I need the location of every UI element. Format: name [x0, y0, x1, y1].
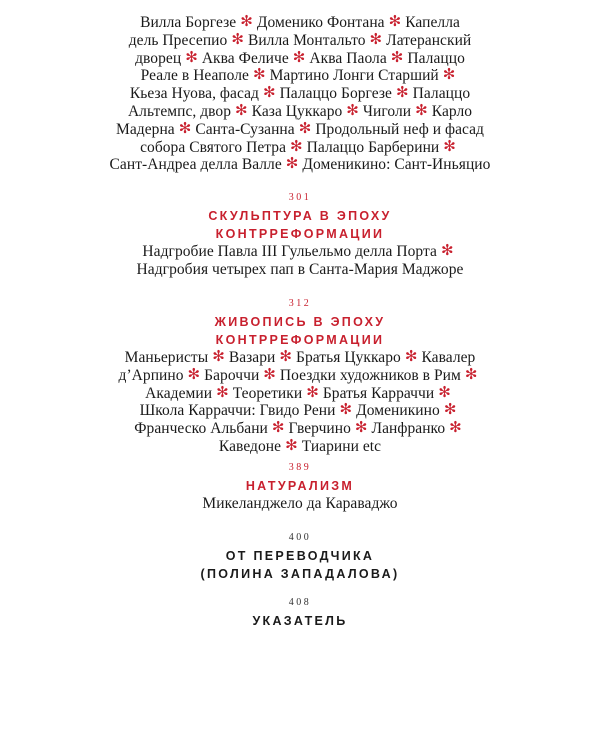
contents-entry: Бароччи	[204, 366, 260, 384]
asterisk-separator-icon: ✻	[187, 364, 201, 383]
contents-entry: Вилла Монтальто	[247, 31, 366, 49]
section-title: КОНТРРЕФОРМАЦИИ	[215, 227, 385, 241]
contents-line	[0, 156, 600, 174]
contents-entry: Чиголи	[362, 102, 412, 120]
asterisk-separator-icon: ✻	[415, 100, 428, 119]
contents-line	[0, 495, 600, 513]
asterisk-separator-icon: ✻	[290, 136, 303, 155]
asterisk-separator-icon: ✻	[395, 83, 409, 102]
contents-entry: Каведоне	[218, 437, 282, 455]
asterisk-separator-icon: ✻	[369, 29, 383, 48]
contents-entry: Палаццо	[407, 49, 465, 67]
contents-entry: Вилла Боргезе	[140, 14, 237, 31]
section-page-number: 301	[288, 192, 312, 203]
asterisk-separator-icon: ✻	[390, 47, 404, 66]
asterisk-separator-icon: ✻	[438, 382, 451, 401]
asterisk-separator-icon: ✻	[449, 418, 462, 437]
contents-entry: Палаццо Боргезе	[279, 85, 392, 103]
asterisk-separator-icon: ✻	[240, 12, 253, 30]
contents-entry: Реале в Неаполе	[140, 67, 249, 85]
contents-entry: Вазари	[228, 349, 276, 366]
contents-entry: Ланфранко	[371, 420, 446, 438]
contents-section-sculpture	[0, 192, 600, 279]
asterisk-separator-icon: ✻	[443, 400, 457, 419]
asterisk-separator-icon: ✻	[339, 400, 353, 419]
asterisk-separator-icon: ✻	[185, 47, 198, 66]
contents-section-naturalism	[0, 462, 600, 513]
asterisk-separator-icon: ✻	[216, 382, 229, 401]
contents-entry: Доменико Фонтана	[256, 14, 385, 31]
contents-entry: Альтемпс, двор	[127, 102, 232, 120]
asterisk-separator-icon: ✻	[443, 136, 456, 155]
contents-entry: Братья Цуккаро	[296, 349, 401, 366]
contents-line	[0, 402, 600, 420]
contents-entry: собора Святого Петра	[140, 138, 287, 156]
contents-entry: Сант-Андреа делла Валле	[109, 156, 282, 174]
asterisk-separator-icon: ✻	[279, 347, 293, 365]
contents-line	[0, 261, 600, 279]
contents-entry: Братья Карраччи	[322, 384, 435, 402]
contents-entry: Кьеза Нуова, фасад	[129, 85, 259, 103]
asterisk-separator-icon: ✻	[464, 364, 478, 383]
section-title: КОНТРРЕФОРМАЦИИ	[215, 333, 385, 347]
contents-entry: Надгробие Павла III Гульельмо делла Порта	[142, 243, 437, 260]
contents-entry: дель Пресепио	[128, 31, 228, 49]
asterisk-separator-icon: ✻	[346, 100, 359, 119]
contents-entry: дворец	[135, 49, 182, 67]
asterisk-separator-icon: ✻	[212, 347, 225, 365]
asterisk-separator-icon: ✻	[354, 418, 368, 437]
asterisk-separator-icon: ✻	[404, 347, 418, 365]
contents-entry: Каза Цуккаро	[251, 102, 343, 120]
section-page-number: 400	[288, 532, 312, 543]
contents-entry: Микеланджело да Караваджо	[202, 495, 398, 512]
contents-entry: Мадерна	[116, 120, 175, 138]
asterisk-separator-icon: ✻	[285, 154, 299, 173]
asterisk-separator-icon: ✻	[292, 47, 306, 66]
contents-entry: Палаццо Барберини	[306, 138, 440, 156]
asterisk-separator-icon: ✻	[231, 29, 244, 48]
asterisk-separator-icon: ✻	[235, 100, 248, 119]
contents-entry: Доменикино	[356, 402, 440, 420]
contents-entry: Теоретики	[232, 384, 303, 402]
contents-line	[0, 435, 600, 456]
contents-line	[0, 382, 600, 403]
contents-line	[0, 14, 600, 32]
contents-entry: Маньеристы	[124, 349, 209, 366]
contents-entry: д’Арпино	[118, 366, 184, 384]
section-title: ЖИВОПИСЬ В ЭПОХУ	[214, 315, 386, 329]
section-page-number: 312	[288, 298, 312, 309]
contents-section-painting	[0, 298, 600, 456]
contents-entry: Аква Феличе	[201, 49, 289, 67]
contents-entry: Поездки художников в Рим	[279, 366, 461, 384]
contents-entry: Доменикино: Сант-Иньяцио	[302, 156, 491, 174]
contents-intro-block	[0, 14, 600, 174]
contents-entry: Надгробия четырех пап в Санта-Мария Маджоре	[136, 260, 464, 278]
asterisk-separator-icon: ✻	[271, 418, 285, 437]
contents-entry: Гверчино	[288, 420, 351, 438]
section-page-number: 408	[288, 597, 312, 608]
contents-entry: Академии	[145, 384, 213, 402]
contents-line	[0, 29, 600, 50]
contents-line	[0, 364, 600, 385]
asterisk-separator-icon: ✻	[298, 118, 312, 137]
contents-section-index	[0, 597, 600, 630]
asterisk-separator-icon: ✻	[262, 83, 276, 102]
asterisk-separator-icon: ✻	[252, 65, 266, 84]
contents-line	[0, 243, 600, 261]
contents-line	[0, 118, 600, 139]
section-title: (ПОЛИНА ЗАПАДАЛОВА)	[200, 567, 400, 581]
contents-line	[0, 349, 600, 367]
contents-entry: Продольный неф и фасад	[315, 120, 484, 138]
contents-entry: Аква Паола	[309, 49, 387, 67]
contents-entry: Мартино Лонги Старший	[269, 67, 439, 85]
section-page-number: 389	[288, 462, 312, 473]
asterisk-separator-icon: ✻	[285, 435, 298, 454]
asterisk-separator-icon: ✻	[440, 241, 454, 259]
contents-entry: Капелла	[405, 14, 460, 31]
contents-entry: Палаццо	[412, 85, 471, 103]
contents-entry: Школа Карраччи: Гвидо Рени	[139, 402, 336, 420]
contents-line	[0, 67, 600, 85]
asterisk-separator-icon: ✻	[388, 12, 402, 30]
asterisk-separator-icon: ✻	[178, 118, 192, 137]
contents-entry: Кавалер	[421, 349, 476, 366]
contents-line	[0, 85, 600, 103]
contents-line	[0, 47, 600, 68]
contents-entry: Тиарини etc	[301, 437, 382, 455]
contents-entry: Санта-Сузанна	[195, 120, 295, 138]
asterisk-separator-icon: ✻	[263, 364, 276, 383]
asterisk-separator-icon: ✻	[306, 382, 319, 401]
contents-section-translator	[0, 532, 600, 583]
section-title: ОТ ПЕРЕВОДЧИКА	[225, 549, 375, 563]
contents-entry: Латеранский	[386, 31, 472, 49]
section-title: УКАЗАТЕЛЬ	[252, 614, 348, 628]
section-title: СКУЛЬПТУРА В ЭПОХУ	[208, 209, 392, 223]
section-title: НАТУРАЛИЗМ	[245, 479, 355, 493]
contents-entry: Карло	[431, 102, 473, 120]
asterisk-separator-icon: ✻	[442, 65, 456, 84]
contents-entry: Франческо Альбани	[134, 420, 268, 438]
